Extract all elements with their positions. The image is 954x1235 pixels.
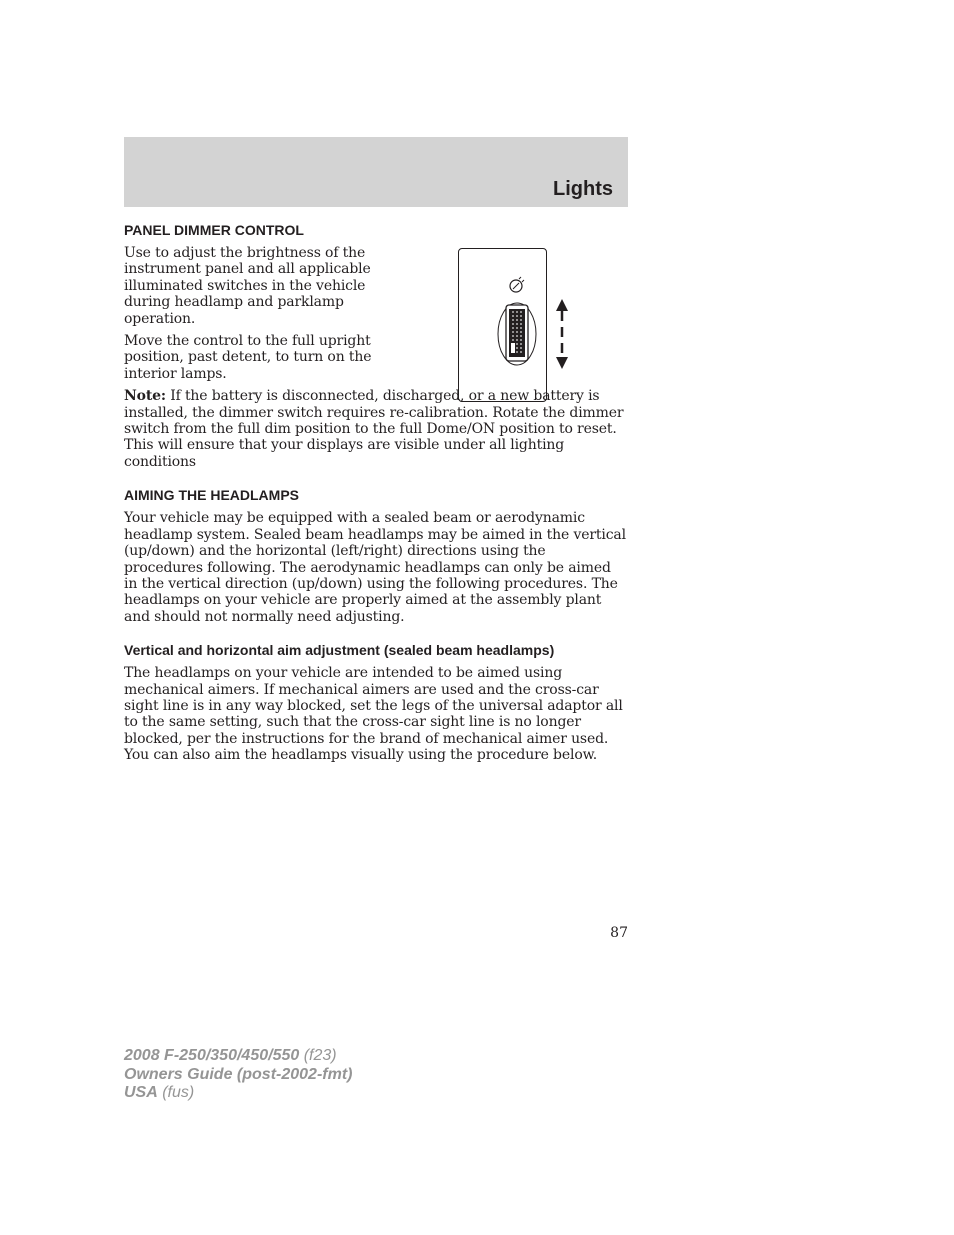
- vertical-horizontal-paragraph-1: The headlamps on your vehicle are intended to be aimed using mechanical aimers. If mechanical aimers are used and the cross-car sight line is in any way blocked, set the legs of the universal adaptor all to the same setting, such that the cross-car sight line is no longer blocked, per the instructions for the brand of mechanical aimer used. You can also aim the headlamps visually using the procedure below.: [124, 665, 623, 764]
- vertical-horizontal-heading: Vertical and horizontal aim adjustment (sealed beam headlamps): [124, 642, 555, 659]
- panel-dimmer-paragraph-1: Use to adjust the brightness of the instrument panel and all applicable illuminated switches in the vehicle during headlamp and parklamp operation.: [124, 245, 371, 327]
- aiming-paragraph-1: Your vehicle may be equipped with a sealed beam or aerodynamic headlamp system. Sealed beam headlamps may be aimed in the vertical (up/down) and the horizontal (left/right) directions using the procedures following. The aerodynamic headlamps can only be aimed in the vertical direction (up/down) using the following procedures. The headlamps on your vehicle are properly aimed at the assembly plant and should not normally need adjusting.: [124, 510, 626, 625]
- page-content: [124, 221, 628, 770]
- panel-dimmer-note: [124, 388, 628, 470]
- footer-line-3: USA (fus): [124, 1084, 195, 1101]
- chapter-header: [124, 137, 628, 207]
- note-label: Note:: [124, 388, 166, 405]
- chapter-title: Lights: [553, 178, 613, 200]
- page-number: 87: [610, 925, 628, 941]
- aiming-heading: AIMING THE HEADLAMPS: [124, 487, 299, 504]
- footer-line-2: Owners Guide (post-2002-fmt): [124, 1065, 353, 1083]
- document-footer: [124, 1047, 352, 1103]
- footer-line-1: 2008 F-250/350/450/550 (f23): [124, 1047, 337, 1064]
- note-text: If the battery is disconnected, discharged, or a new battery is installed, the dimmer switch requires re-calibration. Rotate the dimmer switch from the full dim position to the full Dome/ON position to reset. This will ensure that your displays are visible under all lighting conditions: [124, 388, 624, 470]
- panel-dimmer-paragraph-2: Move the control to the full upright position, past detent, to turn on the interior lamps.: [124, 333, 372, 382]
- panel-dimmer-heading: PANEL DIMMER CONTROL: [124, 222, 304, 238]
